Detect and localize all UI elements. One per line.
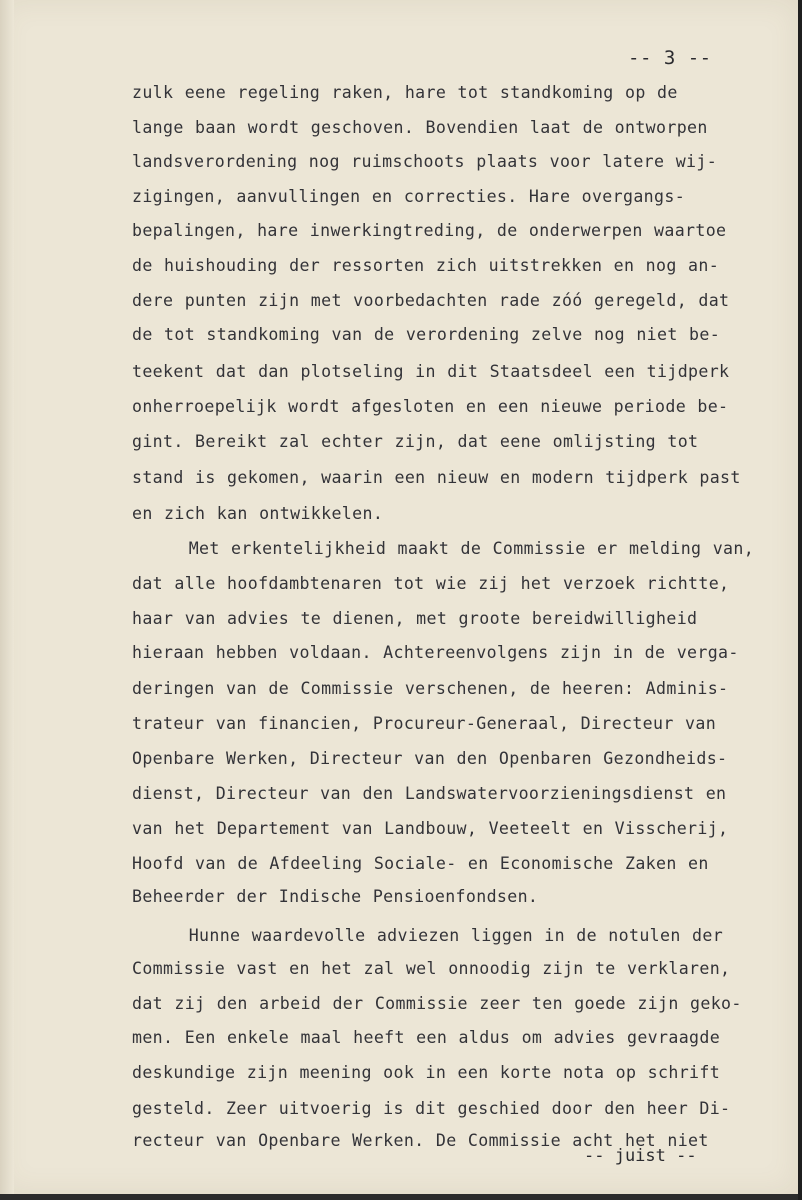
scan-border [798,0,802,1200]
text-line: Beheerder der Indische Pensioenfondsen. [132,887,539,906]
text-line: dienst, Directeur van den Landswatervoorzieningsdienst en [132,784,727,803]
text-line: hieraan hebben voldaan. Achtereenvolgens zijn in de verga- [132,643,739,662]
text-line: en zich kan ontwikkelen. [132,504,384,523]
text-line: trateur van financien, Procureur-Generaal, Directeur van [132,714,717,733]
text-line: dere punten zijn met voorbedachten rade zóó geregeld, dat [132,291,730,310]
text-line: Hoofd van de Afdeeling Sociale- en Economische Zaken en [132,854,709,873]
text-line: Hunne waardevolle adviezen liggen in de notulen der [132,926,724,945]
text-line: deskundige zijn meening ook in een korte nota op schrift [132,1063,721,1082]
text-line: Commissie vast en het zal wel onnoodig zijn te verklaren, [132,959,731,978]
page-number: -- 3 -- [628,47,712,69]
text-line: dat alle hoofdambtenaren tot wie zij het verzoek richtte, [132,574,730,593]
text-line: gint. Bereikt zal echter zijn, dat eene omlijsting tot [132,432,699,451]
text-line: lange baan wordt geschoven. Bovendien laat de ontworpen [132,118,708,137]
text-line: zigingen, aanvullingen en correcties. Hare overgangs- [132,187,686,206]
text-line: men. Een enkele maal heeft een aldus om advies gevraagde [132,1028,721,1047]
text-line: de tot standkoming van de verordening zelve nog niet be- [132,325,721,344]
text-line: de huishouding der ressorten zich uitstrekken en nog an- [132,256,720,275]
text-line: teekent dat dan plotseling in dit Staatsdeel een tijdperk [132,362,730,381]
text-line: dat zij den arbeid der Commissie zeer ten goede zijn geko- [132,994,742,1013]
text-line: Met erkentelijkheid maakt de Commissie er melding van, [132,539,755,558]
text-line: bepalingen, hare inwerkingtreding, de onderwerpen waartoe [132,221,727,240]
text-line: Openbare Werken, Directeur van den Openbaren Gezondheids- [132,749,728,768]
text-line: landsverordening nog ruimschoots plaats voor latere wij- [132,152,718,171]
text-line: recteur van Openbare Werken. De Commissie acht het niet [132,1131,709,1150]
text-line: deringen van de Commissie verschenen, de heeren: Adminis- [132,679,729,698]
text-line: stand is gekomen, waarin een nieuw en modern tijdperk past [132,468,741,487]
text-line: haar van advies te dienen, met groote bereidwilligheid [132,609,698,628]
text-line: onherroepelijk wordt afgesloten en een nieuwe periode be- [132,397,729,416]
text-line: gesteld. Zeer uitvoerig is dit geschied door den heer Di- [132,1099,731,1118]
catchword: -- juist -- [584,1146,697,1166]
text-line: zulk eene regeling raken, hare tot standkoming op de [132,83,678,102]
text-line: van het Departement van Landbouw, Veeteelt en Visscherij, [132,819,729,838]
